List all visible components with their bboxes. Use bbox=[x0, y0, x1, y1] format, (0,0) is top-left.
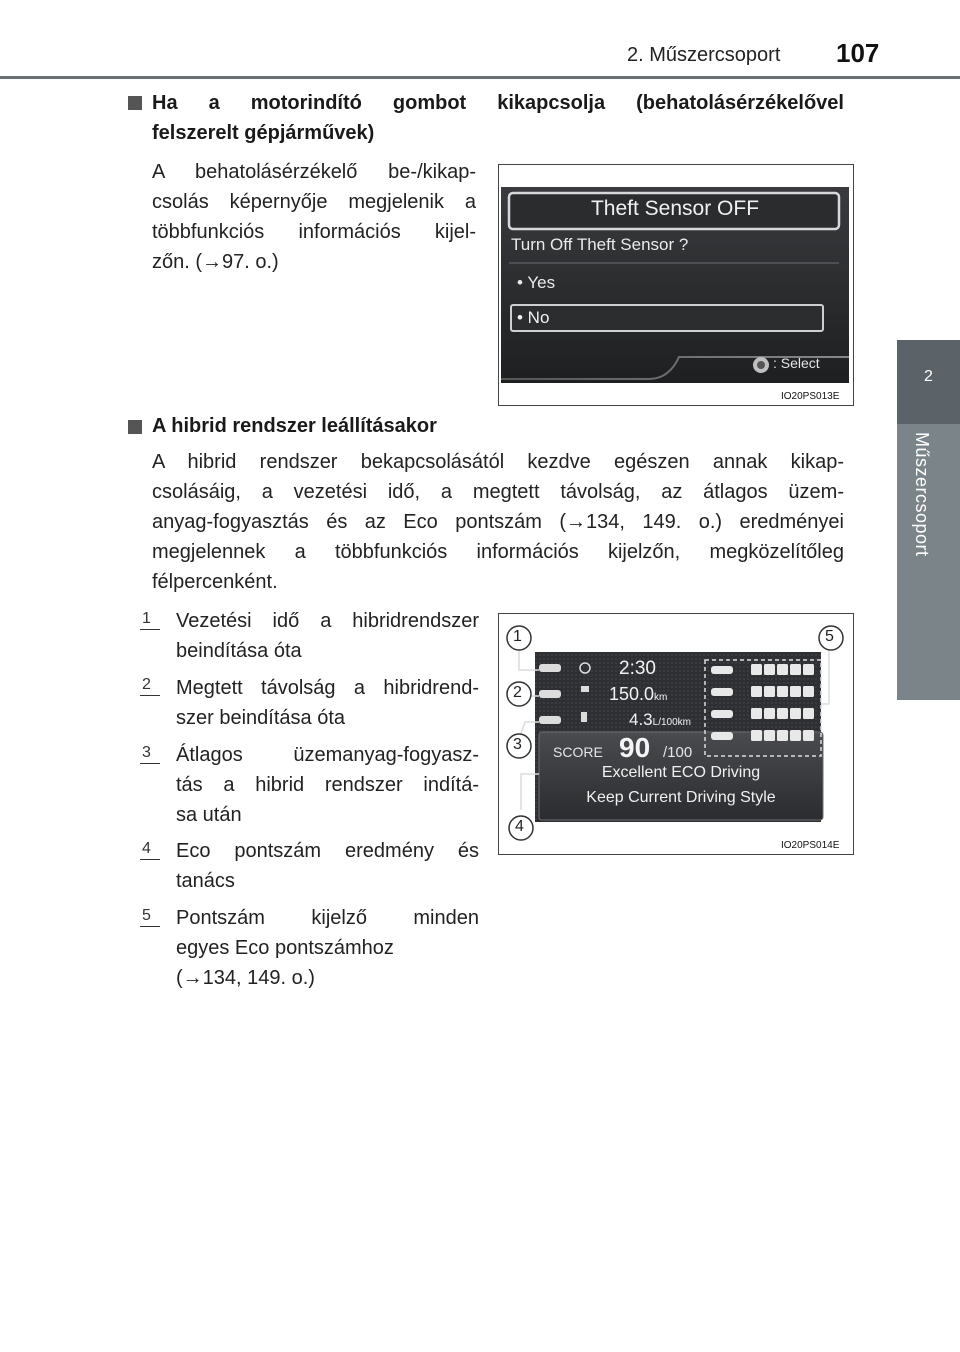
list-number: 1 bbox=[142, 610, 151, 627]
list-line: Megtett távolság a hibridrend- bbox=[176, 677, 479, 699]
list-item bbox=[176, 836, 479, 896]
score-bar-block bbox=[803, 708, 814, 719]
score-bar-block bbox=[751, 730, 762, 741]
option-yes: • Yes bbox=[517, 273, 556, 292]
score-bar-block bbox=[764, 730, 775, 741]
list-line: tanács bbox=[176, 870, 235, 892]
score-bar-block bbox=[777, 664, 788, 675]
callout-4: 4 bbox=[515, 818, 524, 835]
callout-1: 1 bbox=[513, 628, 522, 645]
paragraph-line: félpercenként. bbox=[152, 571, 278, 593]
list-line: sa után bbox=[176, 804, 242, 826]
theft-sensor-question: Turn Off Theft Sensor ? bbox=[511, 235, 689, 254]
figure-code: IO20PS013E bbox=[781, 391, 840, 402]
list-line: szer beindítása óta bbox=[176, 707, 345, 729]
score-bar-block bbox=[790, 686, 801, 697]
distance-unit: km bbox=[654, 692, 668, 703]
side-tab-number-text: 2 bbox=[924, 368, 933, 385]
page-number: 107 bbox=[836, 38, 880, 68]
heading-bullet-1 bbox=[128, 96, 142, 110]
paragraph-line: csolásáig, a vezetési idő, a megtett távolság, az átlagos üzem- bbox=[152, 481, 844, 503]
score-bar-block bbox=[803, 686, 814, 697]
fuel-value: 4.3 bbox=[629, 710, 653, 729]
list-number: 3 bbox=[142, 744, 151, 761]
score-bar-block bbox=[803, 730, 814, 741]
header-rule bbox=[0, 76, 960, 79]
paragraph-line: zőn. (→97. o.) bbox=[152, 251, 279, 273]
section1-paragraph bbox=[152, 157, 476, 277]
side-tab-number bbox=[897, 340, 960, 424]
list-number: 5 bbox=[142, 907, 151, 924]
score-category-icon bbox=[711, 666, 733, 674]
score-bar-block bbox=[790, 708, 801, 719]
score-value: 90 bbox=[619, 732, 651, 763]
list-number: 2 bbox=[142, 676, 151, 693]
section1-heading bbox=[152, 88, 844, 148]
callout-3: 3 bbox=[513, 736, 522, 753]
score-bar-block bbox=[751, 664, 762, 675]
section1-heading-line: Ha a motorindító gombot kikapcsolja (behatolásérzékelővel bbox=[152, 92, 844, 114]
list-item bbox=[176, 606, 479, 666]
section2-heading: A hibrid rendszer leállításakor bbox=[152, 415, 437, 437]
score-category-icon bbox=[711, 710, 733, 718]
section2-paragraph bbox=[152, 447, 844, 597]
score-bar-block bbox=[777, 708, 788, 719]
list-number: 4 bbox=[142, 840, 151, 857]
fuel-unit: L/100km bbox=[652, 717, 691, 728]
list-line: Átlagos üzemanyag-fogyasz- bbox=[176, 744, 479, 766]
section1-heading-line: felszerelt gépjárművek) bbox=[152, 122, 375, 144]
fuel-economy bbox=[629, 710, 691, 730]
theft-sensor-title: Theft Sensor OFF bbox=[590, 197, 760, 220]
list-item bbox=[176, 740, 479, 830]
theft-sensor-figure bbox=[498, 164, 854, 406]
paragraph-line: csolás képernyője megjelenik a bbox=[152, 191, 476, 213]
score-bar-block bbox=[764, 686, 775, 697]
drive-distance bbox=[609, 684, 667, 705]
eco-score-screen bbox=[499, 614, 853, 854]
eco-score-figure bbox=[498, 613, 854, 855]
score-bar-block bbox=[764, 664, 775, 675]
callout-5: 5 bbox=[825, 628, 834, 645]
score-category-icon bbox=[711, 688, 733, 696]
score-category-icon bbox=[711, 732, 733, 740]
callout-2: 2 bbox=[513, 684, 522, 701]
score-max: /100 bbox=[663, 744, 693, 761]
side-tab-label-text: Műszercsoport bbox=[912, 432, 932, 557]
list-line: Eco pontszám eredmény és bbox=[176, 840, 479, 862]
side-tab-label bbox=[897, 424, 960, 700]
list-line: egyes Eco pontszámhoz bbox=[176, 937, 394, 959]
heading-bullet-2 bbox=[128, 420, 142, 434]
list-line: Pontszám kijelző minden bbox=[176, 907, 479, 929]
list-item bbox=[176, 673, 479, 733]
paragraph-line: anyag-fogyasztás és az Eco pontszám (→134, 149. o.) eredményei bbox=[152, 511, 844, 533]
paragraph-line: A hibrid rendszer bekapcsolásától kezdve egészen annak kikap- bbox=[152, 451, 844, 473]
score-bar-block bbox=[790, 730, 801, 741]
list-line: tás a hibrid rendszer indítá- bbox=[176, 774, 479, 796]
advice-line-1: Excellent ECO Driving bbox=[601, 764, 761, 781]
score-label: SCORE bbox=[553, 744, 603, 760]
distance-value: 150.0 bbox=[609, 684, 655, 704]
score-bar-block bbox=[751, 708, 762, 719]
list-line: beindítása óta bbox=[176, 640, 302, 662]
list-line: Vezetési idő a hibridrendszer bbox=[176, 610, 479, 632]
running-header-section: 2. Műszercsoport bbox=[627, 44, 781, 66]
paragraph-line: megjelennek a többfunkciós információs kijelzőn, megközelítőleg bbox=[152, 541, 844, 563]
score-bar-block bbox=[790, 664, 801, 675]
option-no: • No bbox=[517, 308, 550, 327]
figure-code: IO20PS014E bbox=[781, 840, 840, 851]
paragraph-line: A behatolásérzékelő be-/kikap- bbox=[152, 161, 476, 183]
advice-line-2: Keep Current Driving Style bbox=[586, 789, 776, 806]
score-bar-block bbox=[777, 730, 788, 741]
list-line: (→134, 149. o.) bbox=[176, 967, 315, 989]
score-bar-block bbox=[751, 686, 762, 697]
score-bar-block bbox=[764, 708, 775, 719]
paragraph-line: többfunkciós információs kijel- bbox=[152, 221, 476, 243]
list-item bbox=[176, 903, 479, 993]
score-bar-block bbox=[777, 686, 788, 697]
score-bar-block bbox=[803, 664, 814, 675]
drive-time: 2:30 bbox=[619, 658, 656, 679]
select-hint: : Select bbox=[773, 355, 820, 371]
